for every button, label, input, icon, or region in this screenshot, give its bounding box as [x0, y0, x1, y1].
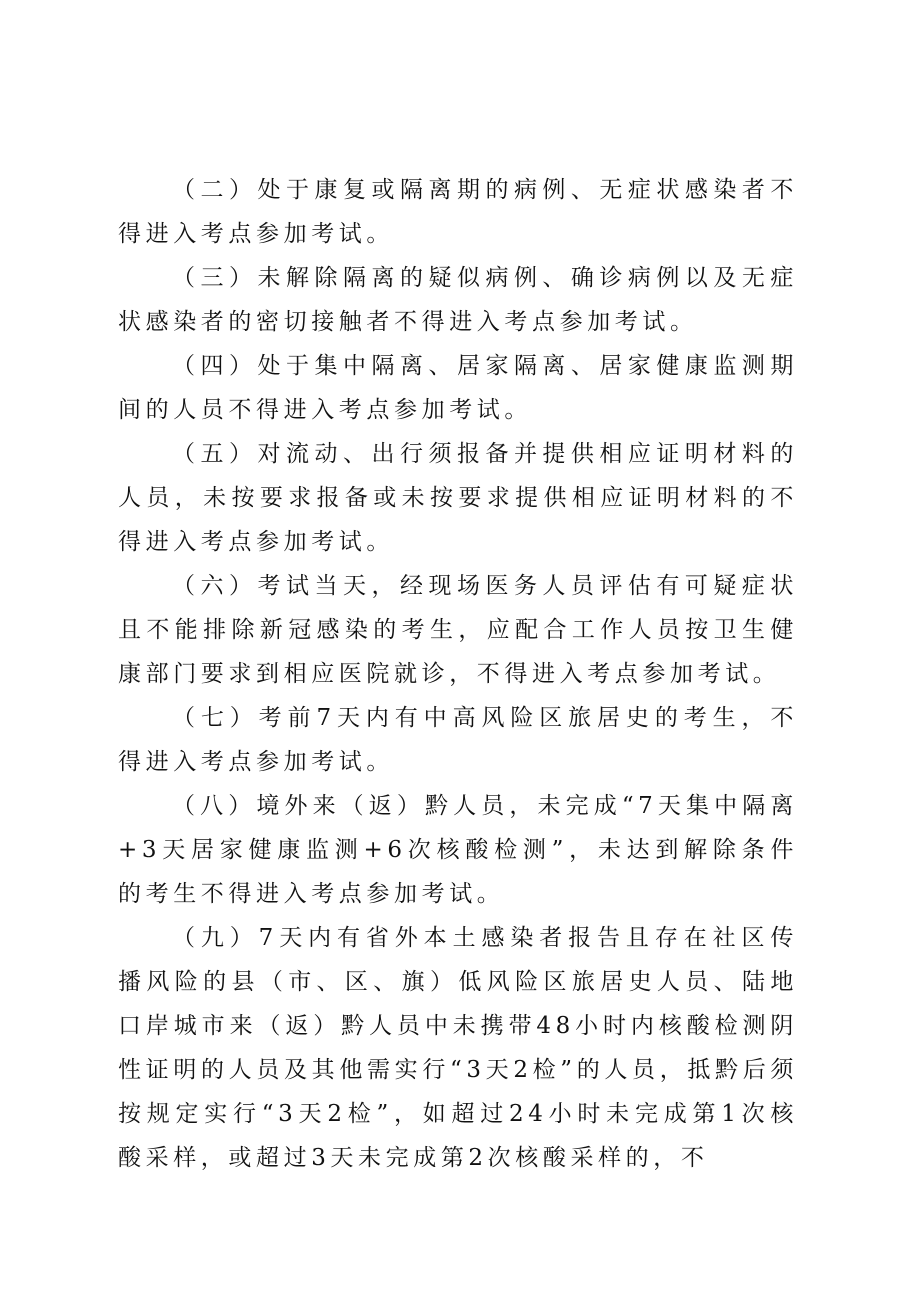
paragraph-item-3: （三）未解除隔离的疑似病例、确诊病例以及无症状感染者的密切接触者不得进入考点参加考试。 — [118, 265, 798, 335]
paragraph-item-4: （四）处于集中隔离、居家隔离、居家健康监测期间的人员不得进入考点参加考试。 — [118, 353, 798, 423]
paragraph-item-6: （六）考试当天，经现场医务人员评估有可疑症状且不能排除新冠感染的考生，应配合工作人员按卫生健康部门要求到相应医院就诊，不得进入考点参加考试。 — [118, 573, 798, 687]
paragraph-item-2: （二）处于康复或隔离期的病例、无症状感染者不得进入考点参加考试。 — [118, 177, 798, 247]
paragraph-item-5: （五）对流动、出行须报备并提供相应证明材料的人员，未按要求报备或未按要求提供相应证明材料的不得进入考点参加考试。 — [118, 441, 798, 555]
paragraph-item-9: （九）7天内有省外本土感染者报告且存在社区传播风险的县（市、区、旗）低风险区旅居史人员、陆地口岸城市来（返）黔人员中未携带48小时内核酸检测阴性证明的人员及其他需实行“3天2检”的人员，抵黔后须按规定实行“3天2检”，如超过24小时未完成第1次核酸采样，或超过3天未完成第2次核酸采样的，不 — [118, 925, 798, 1171]
document-body — [118, 168, 798, 1180]
paragraph-item-7: （七）考前7天内有中高风险区旅居史的考生，不得进入考点参加考试。 — [118, 705, 798, 775]
paragraph-item-8: （八）境外来（返）黔人员，未完成“7天集中隔离+3天居家健康监测+6次核酸检测”，未达到解除条件的考生不得进入考点参加考试。 — [118, 793, 798, 907]
